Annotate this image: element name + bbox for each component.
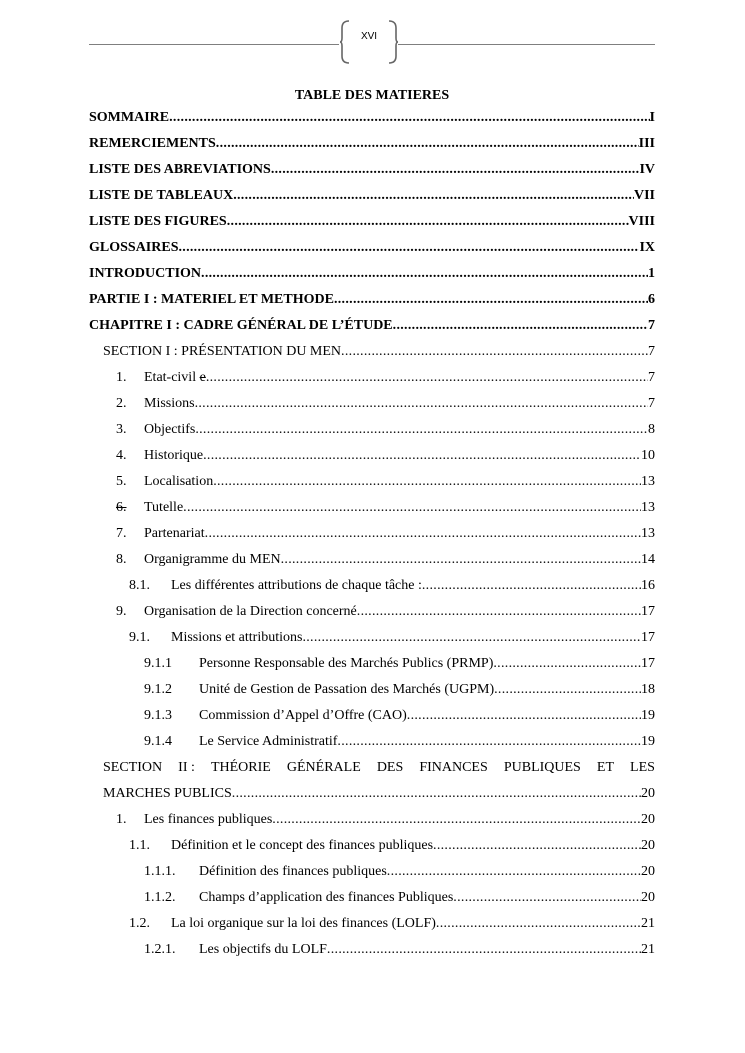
toc-entry-organisation-direction[interactable] [0, 600, 745, 626]
toc-entry-ugpm[interactable] [0, 678, 745, 704]
toc-entry-section-2-line-1[interactable] [0, 756, 745, 782]
toc-entry-text: Tutelle [144, 500, 184, 515]
header-rule-right [398, 44, 655, 45]
toc-entry-partie-1[interactable] [0, 288, 745, 314]
toc-entry-number: 1.2. [129, 916, 150, 931]
toc-entry-number: 6. [116, 500, 127, 515]
toc-dot-leader [183, 499, 641, 517]
toc-entry-historique[interactable] [0, 444, 745, 470]
toc-entry-text: LISTE DES FIGURES [89, 214, 227, 229]
toc-entry-organigramme[interactable] [0, 548, 745, 574]
toc-entry-remerciements[interactable] [0, 132, 745, 158]
toc-page-number: 7 [648, 370, 655, 385]
page-title: TABLE DES MATIERES [294, 88, 450, 103]
toc-page-number: 19 [641, 734, 655, 749]
toc-entry-introduction[interactable] [0, 262, 745, 288]
toc-entry-abreviations[interactable] [0, 158, 745, 184]
toc-page-number: 20 [641, 864, 655, 879]
toc-entry-text: LISTE DE TABLEAUX [89, 188, 234, 203]
toc-entry-number: 9.1.4 [144, 734, 172, 749]
toc-entry-text: LISTE DES ABREVIATIONS [89, 162, 271, 177]
toc-dot-leader [334, 291, 648, 309]
toc-entry-definition-concept[interactable] [0, 834, 745, 860]
toc-page-number: IX [639, 240, 655, 255]
toc-entry-text: Les finances publiques [144, 812, 273, 827]
toc-dot-leader [272, 811, 641, 829]
toc-entry-text: Missions [144, 396, 195, 411]
right-brace-icon [388, 20, 398, 64]
toc-dot-leader [216, 135, 639, 153]
toc-entry-text: SOMMAIRE [89, 110, 170, 125]
toc-entry-text: Localisation [144, 474, 214, 489]
toc-page-number: 20 [641, 838, 655, 853]
toc-entry-text: Définition et le concept des finances publiques [171, 838, 434, 853]
toc-entry-chapitre-1[interactable] [0, 314, 745, 340]
toc-entry-number: 5. [116, 474, 127, 489]
toc-page-number: VIII [628, 214, 655, 229]
toc-entry-number: 9.1.3 [144, 708, 172, 723]
header-page-number: XVI [360, 31, 378, 42]
toc-page-number: 7 [648, 396, 655, 411]
toc-entry-attributions-taches[interactable] [0, 574, 745, 600]
toc-entry-text: PARTIE I : MATERIEL ET METHODE [89, 292, 334, 307]
left-brace-icon [340, 20, 350, 64]
toc-page-number: IV [639, 162, 655, 177]
toc-entry-number: 8. [116, 552, 127, 567]
toc-dot-leader [195, 421, 648, 439]
toc-dot-leader [281, 551, 641, 569]
toc-entry-number: 9. [116, 604, 127, 619]
toc-entry-finances-publiques[interactable] [0, 808, 745, 834]
toc-entry-definition-finances[interactable] [0, 860, 745, 886]
toc-page-number: 16 [641, 578, 655, 593]
toc-entry-number: 1. [116, 370, 127, 385]
toc-entry-sommaire[interactable] [0, 106, 745, 132]
toc-entry-objectifs-lolf[interactable] [0, 938, 745, 964]
toc-entry-number: 4. [116, 448, 127, 463]
toc-page-number: 17 [641, 604, 655, 619]
toc-page-number: 13 [641, 500, 655, 515]
toc-entry-text: Le Service Administratif [199, 734, 338, 749]
toc-entry-cao[interactable] [0, 704, 745, 730]
toc-entry-text: Définition des finances publiques [199, 864, 387, 879]
toc-word: PUBLIQUES [503, 760, 581, 775]
toc-word: LES [630, 760, 655, 775]
toc-entry-figures[interactable] [0, 210, 745, 236]
toc-dot-leader [203, 447, 641, 465]
toc-entry-lolf[interactable] [0, 912, 745, 938]
toc-page-number: 21 [641, 916, 655, 931]
toc-entry-number: 8.1. [129, 578, 150, 593]
toc-entry-number: 1.2.1. [144, 942, 176, 957]
toc-entry-text: Etat-civil e [144, 370, 206, 385]
toc-page-number: 19 [641, 708, 655, 723]
toc-page-number: 7 [648, 344, 655, 359]
toc-entry-number: 1.1. [129, 838, 150, 853]
toc-dot-leader [206, 369, 648, 387]
toc-entry-text: GLOSSAIRES [89, 240, 179, 255]
toc-entry-number: 9.1.2 [144, 682, 172, 697]
toc-dot-leader [327, 941, 641, 959]
toc-entry-missions[interactable] [0, 392, 745, 418]
toc-entry-text: Organigramme du MEN [144, 552, 281, 567]
toc-page-number: 10 [641, 448, 655, 463]
toc-word: GÉNÉRALE [286, 760, 361, 775]
toc-entry-champs-application[interactable] [0, 886, 745, 912]
toc-dot-leader [195, 395, 648, 413]
toc-entry-prmp[interactable] [0, 652, 745, 678]
toc-entry-number: 1.1.1. [144, 864, 176, 879]
toc-entry-text: Personne Responsable des Marchés Publics (PRMP) [199, 656, 494, 671]
toc-word: THÉORIE [210, 760, 271, 775]
toc-page-number: III [638, 136, 655, 151]
toc-entry-glossaires[interactable] [0, 236, 745, 262]
toc-entry-text: Partenariat [144, 526, 205, 541]
toc-page-number: 13 [641, 526, 655, 541]
toc-dot-leader [337, 733, 641, 751]
toc-entry-text: Les différentes attributions de chaque tâche : [171, 578, 422, 593]
toc-page-number: 17 [641, 656, 655, 671]
toc-dot-leader [227, 213, 629, 231]
toc-page-number: 1 [648, 266, 655, 281]
toc-dot-leader [433, 837, 641, 855]
toc-entry-objectifs[interactable] [0, 418, 745, 444]
toc-entry-number: 7. [116, 526, 127, 541]
toc-entry-etat-civil[interactable] [0, 366, 745, 392]
toc-entry-text: Organisation de la Direction concerné [144, 604, 357, 619]
toc-dot-leader [357, 603, 641, 621]
toc-entry-number: 3. [116, 422, 127, 437]
toc-page-number: 21 [641, 942, 655, 957]
toc-dot-leader [233, 187, 634, 205]
toc-dot-leader [422, 577, 641, 595]
toc-page-number: 7 [648, 318, 655, 333]
toc-page-number: 20 [641, 890, 655, 905]
toc-entry-text: Unité de Gestion de Passation des Marchés (UGPM) [199, 682, 495, 697]
toc-dot-leader [271, 161, 640, 179]
toc-entry-text: Historique [144, 448, 204, 463]
toc-entry-number: 9.1.1 [144, 656, 172, 671]
toc-dot-leader [341, 343, 648, 361]
toc-page-number: 8 [648, 422, 655, 437]
toc-word: II : [178, 760, 195, 775]
toc-entry-section-1[interactable] [0, 340, 745, 366]
table-of-contents [0, 106, 745, 964]
toc-page-number: 18 [641, 682, 655, 697]
toc-entry-section-2-line-2[interactable] [0, 782, 745, 808]
toc-entry-text: SECTION I : PRÉSENTATION DU MEN [103, 344, 342, 359]
toc-entry-number: 2. [116, 396, 127, 411]
toc-entry-text: MARCHES PUBLICS [103, 786, 232, 801]
toc-dot-leader [393, 317, 648, 335]
struck-character: e [199, 370, 206, 385]
toc-entry-number: 1.1.2. [144, 890, 176, 905]
toc-dot-leader [302, 629, 641, 647]
toc-dot-leader [213, 473, 641, 491]
toc-page-number: 20 [641, 786, 655, 801]
toc-page-number: 13 [641, 474, 655, 489]
toc-dot-leader [232, 785, 641, 803]
toc-dot-leader [201, 265, 648, 283]
toc-word: DES [376, 760, 404, 775]
toc-dot-leader [387, 863, 641, 881]
toc-entry-tableaux[interactable] [0, 184, 745, 210]
toc-word: SECTION [103, 760, 163, 775]
toc-entry-number: 9.1. [129, 630, 150, 645]
toc-entry-text: CHAPITRE I : CADRE GÉNÉRAL DE L’ÉTUDE [89, 318, 393, 333]
toc-dot-leader [407, 707, 641, 725]
toc-entry-missions-attributions[interactable] [0, 626, 745, 652]
toc-entry-number: 1. [116, 812, 127, 827]
toc-page-number: 17 [641, 630, 655, 645]
toc-word: ET [596, 760, 614, 775]
toc-entry-service-administratif[interactable] [0, 730, 745, 756]
toc-page-number: I [649, 110, 655, 125]
toc-entry-text: Objectifs [144, 422, 196, 437]
toc-entry-text: REMERCIEMENTS [89, 136, 216, 151]
toc-word: FINANCES [419, 760, 488, 775]
toc-dot-leader [494, 681, 641, 699]
toc-entry-text: Champs d’application des finances Publiques [199, 890, 454, 905]
toc-entry-tutelle[interactable] [0, 496, 745, 522]
toc-entry-text: Les objectifs du LOLF [199, 942, 327, 957]
toc-entry-partenariat[interactable] [0, 522, 745, 548]
toc-entry-localisation[interactable] [0, 470, 745, 496]
toc-dot-leader [178, 239, 639, 257]
toc-dot-leader [453, 889, 641, 907]
toc-entry-text: Missions et attributions [171, 630, 303, 645]
toc-entry-text: Commission d’Appel d’Offre (CAO) [199, 708, 407, 723]
header-rule-left [89, 44, 339, 45]
toc-page-number: 14 [641, 552, 655, 567]
toc-page-number: 6 [648, 292, 655, 307]
toc-dot-leader [436, 915, 641, 933]
toc-page-number: VII [633, 188, 655, 203]
toc-entry-text: La loi organique sur la loi des finances (LOLF) [171, 916, 436, 931]
toc-dot-leader [205, 525, 641, 543]
toc-entry-text: INTRODUCTION [89, 266, 202, 281]
toc-page-number: 20 [641, 812, 655, 827]
toc-dot-leader [169, 109, 649, 127]
toc-dot-leader [493, 655, 641, 673]
